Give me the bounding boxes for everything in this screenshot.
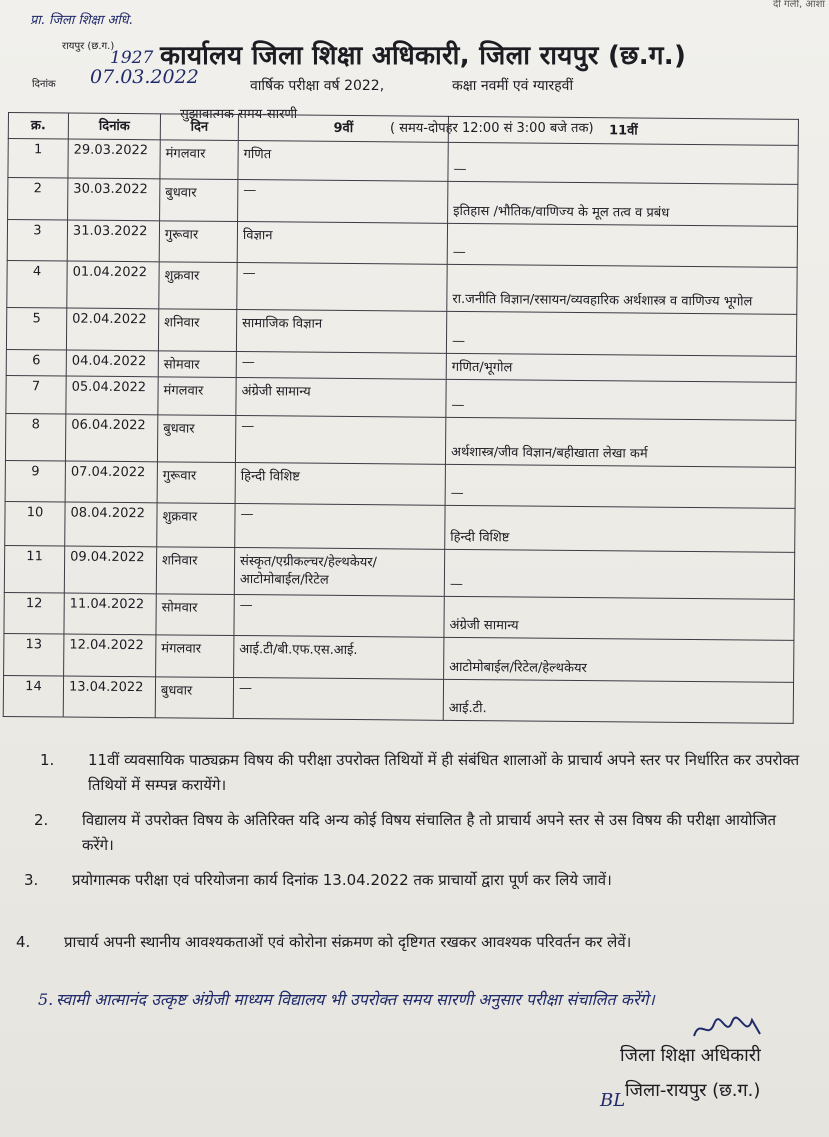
row-day: बुधवार (155, 676, 233, 718)
table-row (7, 260, 797, 314)
row-day: मंगलवार (156, 635, 234, 677)
row-date: 30.03.2022 (68, 178, 160, 220)
exam-schedule-table (3, 112, 799, 724)
row-date: 06.04.2022 (65, 414, 157, 462)
col-header-number: क्र. (8, 113, 68, 140)
row-number: 7 (6, 376, 66, 414)
table-row (6, 308, 796, 356)
signature-initials: BL (600, 1090, 626, 1111)
row-number: 10 (5, 502, 65, 546)
row-class-9-subject: — (234, 595, 444, 638)
table-row (8, 139, 798, 185)
table-row (3, 675, 793, 723)
row-class-11-subject: इतिहास /भौतिक/वाणिज्य के मूल तत्व व प्रबंध (448, 182, 798, 226)
row-class-9-subject: — (236, 351, 446, 380)
row-class-9-subject: — (238, 180, 448, 223)
table-row (4, 634, 794, 682)
row-number: 5 (6, 308, 66, 350)
row-number: 6 (6, 349, 66, 376)
signatory-title: जिला शिक्षा अधिकारी (620, 1045, 761, 1066)
row-day: मंगलवार (160, 140, 238, 180)
office-title: कार्यालय जिला शिक्षा अधिकारी, जिला रायपुर (छ.ग.) (160, 41, 687, 71)
row-day: गुरूवार (157, 462, 235, 504)
row-number: 8 (5, 413, 65, 461)
signatory-place: जिला-रायपुर (छ.ग.) (625, 1080, 761, 1101)
row-day: मंगलवार (158, 377, 236, 415)
row-date: 31.03.2022 (67, 220, 159, 262)
note-number: 4. (16, 933, 31, 951)
row-day: शनिवार (156, 546, 234, 594)
row-class-11-subject: — (447, 223, 797, 267)
table-row (7, 219, 797, 267)
note-text: प्रयोगात्मक परीक्षा एवं परियोजना कार्य दिनांक 13.04.2022 तक प्राचार्यो द्वारा पूर्ण कर लिये जावें। (72, 871, 612, 889)
row-number: 9 (5, 460, 65, 502)
reference-line: प्रा. जिला शिक्षा अधि. (30, 13, 133, 28)
note-number: 2. (34, 811, 49, 829)
row-day: गुरूवार (159, 220, 237, 262)
schedule-title: सुझावात्मक समय-सारणी (180, 107, 298, 122)
col-header-date: दिनांक (68, 113, 160, 140)
row-class-9-subject: — (235, 504, 445, 549)
row-date: 09.04.2022 (64, 546, 156, 594)
note-number: 3. (24, 871, 39, 889)
row-number: 12 (4, 593, 64, 635)
row-class-11-subject: गणित/भूगोल (446, 353, 796, 383)
row-class-11-subject: — (448, 142, 798, 184)
reference-city: रायपुर (छ.ग.) (62, 41, 115, 52)
row-number: 1 (8, 139, 68, 179)
note-number: 5. (38, 990, 54, 1009)
row-class-9-subject: सामाजिक विज्ञान (236, 310, 446, 353)
row-date: 02.04.2022 (66, 308, 158, 350)
row-class-11-subject: रा.जनीति विज्ञान/रसायन/व्यवहारिक अर्थशास्त्र व वाणिज्य भूगोल (447, 264, 797, 315)
table-row (8, 178, 798, 226)
row-date: 29.03.2022 (68, 139, 160, 179)
table-row (5, 502, 795, 552)
row-class-11-subject: — (445, 464, 795, 508)
row-class-11-subject: आई.टी. (443, 679, 793, 723)
row-number: 11 (4, 545, 64, 593)
corner-clipped-text: दी गली, आशा (772, 0, 825, 10)
row-day: शुक्रवार (157, 503, 235, 547)
row-class-9-subject: — (235, 415, 445, 464)
row-date: 11.04.2022 (64, 593, 156, 635)
time-note: ( समय-दोपहर 12:00 सं 3:00 बजे तक) (390, 121, 594, 136)
row-class-11-subject: आटोमोबाईल/रिटेल/हेल्थकेयर (444, 638, 794, 682)
row-class-11-subject: हिन्दी विशिष्ट (445, 506, 795, 552)
row-class-11-subject: अर्थशास्त्र/जीव विज्ञान/बहीखाता लेखा कर्म (445, 417, 795, 468)
row-day: सोमवार (158, 350, 236, 378)
note-number: 1. (40, 751, 55, 769)
row-class-9-subject: विज्ञान (237, 221, 447, 264)
row-class-11-subject: — (446, 380, 796, 420)
signature-scribble (690, 1010, 770, 1046)
row-date: 07.04.2022 (65, 461, 157, 503)
row-number: 3 (7, 219, 67, 261)
note-text: विद्यालय में उपरोक्त विषय के अतिरिक्त यदि अन्य कोई विषय संचालित है तो प्राचार्य अपने स्तर से उस विषय की परीक्षा आयोजित करेंगे। (82, 811, 777, 854)
row-date: 05.04.2022 (66, 376, 158, 414)
row-number: 2 (8, 178, 68, 220)
row-class-9-subject: — (237, 262, 447, 311)
exam-year-line: वार्षिक परीक्षा वर्ष 2022, (250, 78, 385, 94)
row-class-9-subject: अंग्रेजी सामान्य (236, 378, 446, 417)
col-header-day: दिन (160, 114, 238, 141)
row-class-9-subject: — (233, 677, 443, 720)
note-text: प्राचार्य अपनी स्थानीय आवश्यकताओं एवं कोरोना संक्रमण को दृष्टिगत रखकर आवश्यक परिवर्तन कर लेवें। (64, 933, 632, 951)
row-day: शनिवार (158, 309, 236, 351)
row-day: सोमवार (156, 594, 234, 636)
date-label: दिनांक (32, 79, 56, 90)
date-value: 07.03.2022 (90, 66, 199, 88)
table-row (4, 593, 794, 641)
row-class-9-subject: संस्कृत/एग्रीकल्चर/हेल्थकेयर/आटोमोबाईल/रिटेल (234, 547, 444, 596)
row-date: 01.04.2022 (67, 261, 159, 309)
row-day: शुक्रवार (159, 262, 237, 310)
row-date: 08.04.2022 (65, 502, 157, 546)
class-line: कक्षा नवमीं एवं ग्यारहवीं (452, 78, 574, 94)
row-class-9-subject: गणित (238, 141, 448, 182)
row-date: 04.04.2022 (66, 350, 158, 378)
row-number: 4 (7, 260, 67, 308)
row-day: बुधवार (157, 414, 235, 462)
table-row (4, 545, 794, 599)
row-class-11-subject: अंग्रेजी सामान्य (444, 596, 794, 640)
row-class-11-subject: — (446, 312, 796, 356)
row-class-9-subject: आई.टी/बी.एफ.एस.आई. (234, 636, 444, 679)
table-row (5, 460, 795, 508)
reference-number: 1927 (110, 48, 154, 68)
row-class-11-subject: — (444, 549, 794, 600)
row-date: 13.04.2022 (63, 676, 155, 718)
col-header-class-9: 9वीं (238, 115, 448, 143)
row-number: 14 (3, 675, 63, 717)
row-day: बुधवार (160, 179, 238, 221)
note-text: स्वामी आत्मानंद उत्कृष्ट अंग्रेजी माध्यम विद्यालय भी उपरोक्त समय सारणी अनुसार परीक्षा संचालित करेंगे। (56, 990, 655, 1009)
row-number: 13 (4, 634, 64, 676)
row-class-9-subject: हिन्दी विशिष्ट (235, 462, 445, 505)
table-row (5, 413, 795, 467)
row-date: 12.04.2022 (64, 634, 156, 676)
col-header-class-11: 11वीं (448, 116, 798, 145)
note-text: 11वीं व्यवसायिक पाठ्यक्रम विषय की परीक्षा उपरोक्त तिथियों में ही संबंधित शालाओं के प्राचार्य अपने स्तर पर निर्धारित कर उपरोक्त तिथियों में सम्पन्न करायेंगे। (88, 751, 800, 794)
